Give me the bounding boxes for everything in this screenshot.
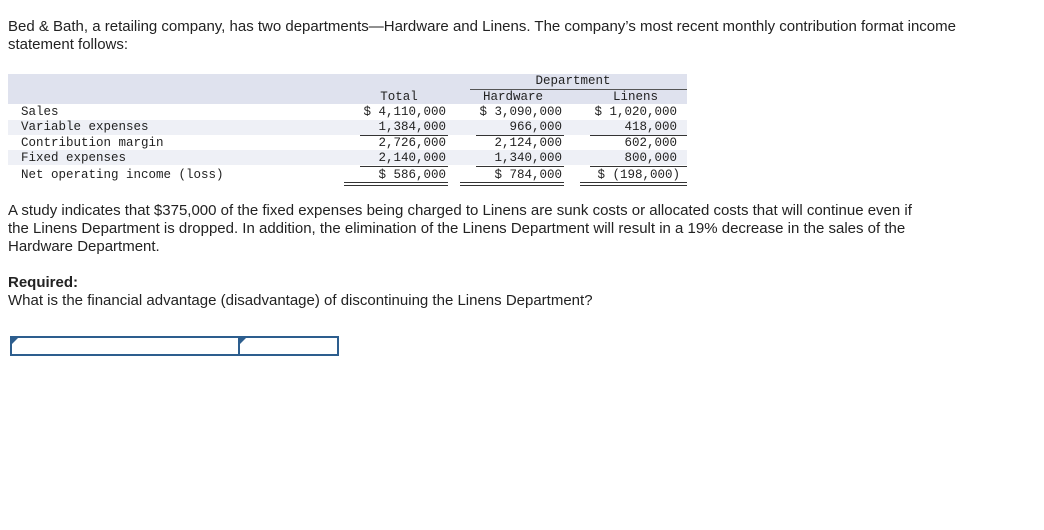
column-header-hardware: Hardware: [482, 90, 543, 104]
cell-sales-hardware: $ 3,090,000: [479, 105, 562, 119]
row-label-variable-expenses: Variable expenses: [21, 120, 149, 134]
column-header-total: Total: [380, 90, 418, 104]
cell-cm-hardware: 2,124,000: [494, 136, 562, 150]
cell-variable-hardware: 966,000: [509, 120, 562, 134]
answer-label-field[interactable]: [10, 336, 240, 356]
cell-variable-total: 1,384,000: [378, 120, 446, 134]
cell-sales-total: $ 4,110,000: [363, 105, 446, 119]
cell-cm-linens: 602,000: [624, 136, 677, 150]
cell-variable-linens: 418,000: [624, 120, 677, 134]
row-label-sales: Sales: [21, 105, 59, 119]
double-rule-linens: [580, 182, 687, 186]
cell-sales-linens: $ 1,020,000: [594, 105, 677, 119]
net-rule-linens: [590, 166, 687, 167]
answer-amount-field[interactable]: [238, 336, 339, 356]
row-label-fixed-expenses: Fixed expenses: [21, 151, 127, 165]
net-rule-hardware: [476, 166, 564, 167]
cell-noi-total: $ 586,000: [378, 168, 446, 182]
row-label-net-operating-income: Net operating income (loss): [21, 168, 224, 182]
cell-fixed-hardware: 1,340,000: [494, 151, 562, 165]
intro-text: Bed & Bath, a retailing company, has two departments—Hardware and Linens. The company’s most recent monthly contribution format income statement follows:: [8, 18, 956, 53]
double-rule-total: [344, 182, 448, 186]
double-rule-hardware: [460, 182, 564, 186]
cell-fixed-linens: 800,000: [624, 151, 677, 165]
income-statement-table: [8, 74, 688, 186]
row-label-contribution-margin: Contribution margin: [21, 136, 164, 150]
net-rule-total: [360, 166, 448, 167]
input-flag-icon: [240, 338, 246, 344]
column-header-linens: Linens: [612, 90, 658, 104]
cell-fixed-total: 2,140,000: [378, 151, 446, 165]
department-header: Department: [535, 74, 611, 88]
input-flag-icon: [12, 338, 18, 344]
cell-noi-linens: $ (198,000): [597, 168, 680, 182]
cell-cm-total: 2,726,000: [378, 136, 446, 150]
cell-noi-hardware: $ 784,000: [494, 168, 562, 182]
study-paragraph: A study indicates that $375,000 of the fixed expenses being charged to Linens are sunk costs or allocated costs that will continue even if the Linens Department is dropped. In addition, the elimination of the Linens Department will result in a 19% decrease in the sales of the Hardware Department.: [8, 202, 912, 255]
required-question: What is the financial advantage (disadvantage) of discontinuing the Linens Department?: [8, 292, 593, 309]
required-heading: Required:: [8, 274, 79, 291]
